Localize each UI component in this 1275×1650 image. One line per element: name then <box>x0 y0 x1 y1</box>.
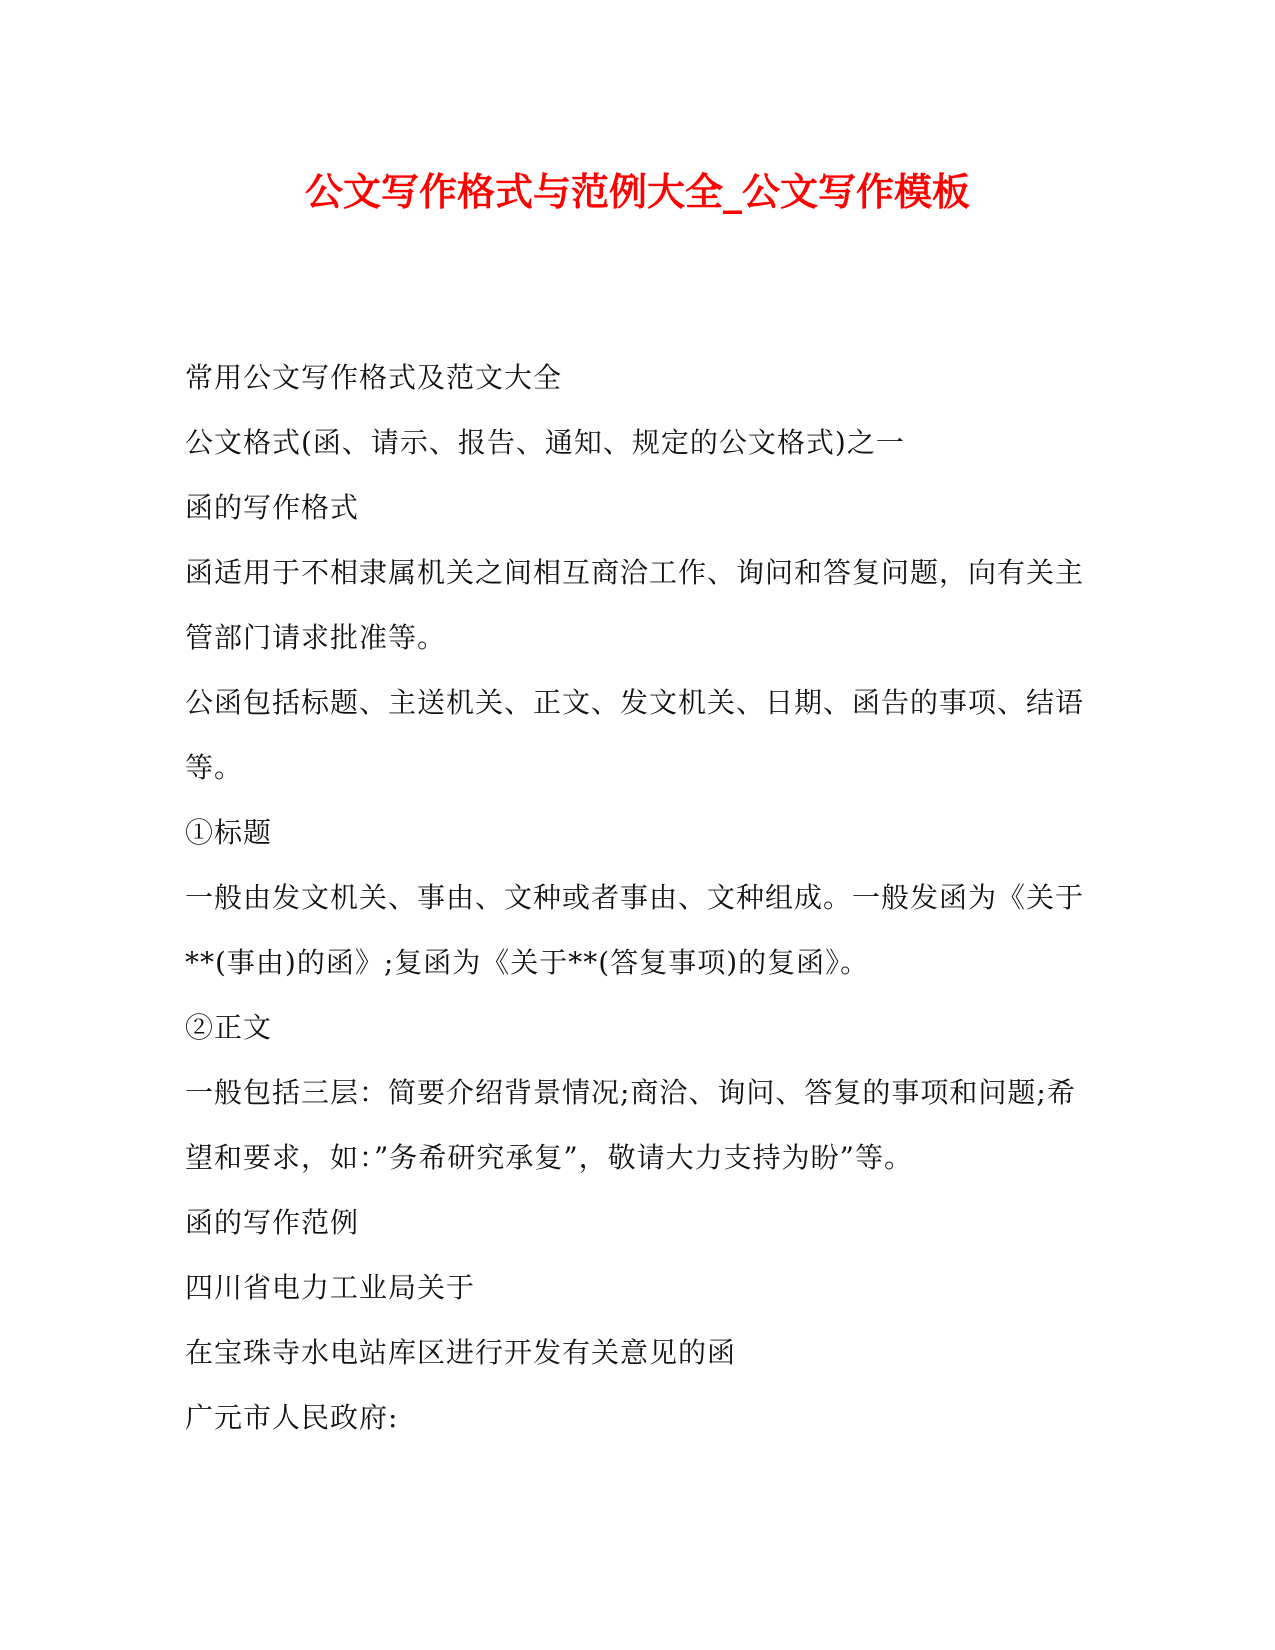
paragraph-example-subject: 在宝珠寺水电站库区进行开发有关意见的函 <box>185 1336 737 1369</box>
document-body <box>185 345 1090 1450</box>
paragraph-letter-components: 公函包括标题、主送机关、正文、发文机关、日期、函告的事项、结语等。 <box>185 686 1085 784</box>
paragraph-heading-body: ②正文 <box>185 1011 273 1044</box>
paragraph-title-description: 一般由发文机关、事由、文种或者事由、文种组成。一般发函为《关于**(事由)的函》;复函为《关于**(答复事项)的复函》。 <box>185 881 1085 979</box>
paragraph-heading-example: 函的写作范例 <box>185 1206 360 1239</box>
paragraph-example-recipient: 广元市人民政府: <box>185 1401 399 1434</box>
paragraph-body-description: 一般包括三层：简要介绍背景情况;商洽、询问、答复的事项和问题;希望和要求，如：”务希研究承复”，敬请大力支持为盼”等。 <box>185 1076 1076 1174</box>
paragraph-format-intro: 公文格式(函、请示、报告、通知、规定的公文格式)之一 <box>185 426 905 459</box>
document-title: 公文写作格式与范例大全_公文写作模板 <box>304 169 970 214</box>
paragraph-heading-letter-format: 函的写作格式 <box>185 491 360 524</box>
paragraph-letter-usage: 函适用于不相隶属机关之间相互商洽工作、询问和答复问题，向有关主管部门请求批准等。 <box>185 556 1085 654</box>
paragraph-example-sender: 四川省电力工业局关于 <box>185 1271 476 1304</box>
paragraph-subtitle: 常用公文写作格式及范文大全 <box>185 361 563 394</box>
paragraph-heading-title: ①标题 <box>185 816 273 849</box>
